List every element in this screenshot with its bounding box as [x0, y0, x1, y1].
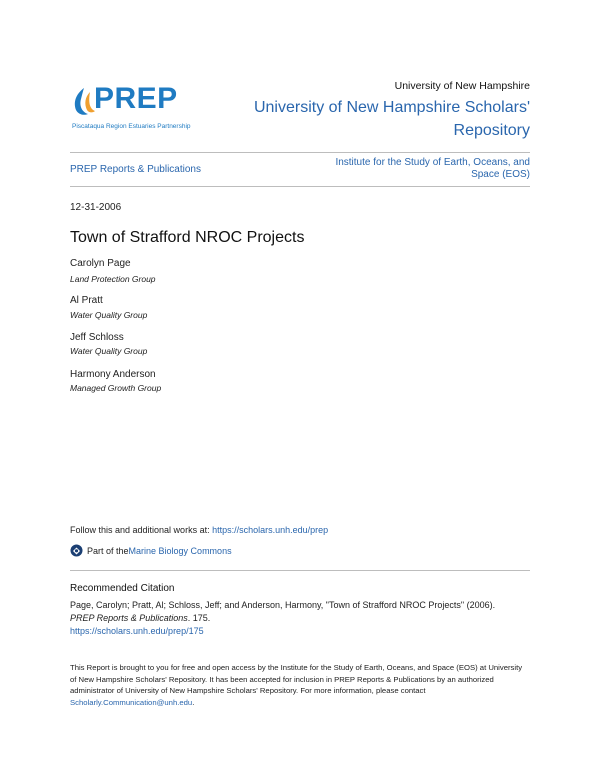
commons-link[interactable]: Marine Biology Commons	[128, 545, 232, 556]
notice-end: .	[192, 697, 195, 707]
divider-bottom	[70, 186, 530, 187]
follow-line	[70, 525, 328, 535]
logo-text: PREP	[94, 82, 178, 115]
citation-heading: Recommended Citation	[70, 583, 175, 594]
divider-top	[70, 152, 530, 153]
author-name: Harmony Anderson	[70, 369, 156, 380]
citation-text: Page, Carolyn; Pratt, Al; Schloss, Jeff; and Anderson, Harmony, "Town of Strafford NROC Projects" (2006).	[70, 600, 496, 610]
access-notice	[70, 662, 530, 708]
citation-series: PREP Reports & Publications	[70, 613, 188, 623]
citation-block	[70, 599, 530, 638]
author-affiliation: Managed Growth Group	[70, 383, 162, 393]
institute-line2[interactable]: Space (EOS)	[471, 169, 530, 180]
institute-line1[interactable]: Institute for the Study of Earth, Oceans, and	[335, 157, 530, 168]
prep-logo[interactable]	[70, 84, 210, 134]
repository-title-line2[interactable]: Repository	[453, 122, 530, 139]
follow-text: Follow this and additional works at:	[70, 525, 213, 535]
publication-date: 12-31-2006	[70, 202, 122, 213]
part-of-text: Part of the	[87, 545, 129, 556]
university-name: University of New Hampshire	[394, 80, 530, 92]
document-title: Town of Strafford NROC Projects	[70, 229, 305, 246]
divider-citation	[70, 570, 530, 571]
author-affiliation: Water Quality Group	[70, 346, 148, 356]
prep-wave-icon	[70, 86, 96, 116]
citation-number: . 175.	[187, 613, 211, 623]
citation-series-line	[70, 612, 530, 625]
repository-title[interactable]	[230, 96, 530, 142]
logo-subtitle: Piscataqua Region Estuaries Partnership	[72, 123, 191, 130]
follow-link[interactable]: https://scholars.unh.edu/prep	[212, 525, 329, 535]
author-name: Al Pratt	[70, 295, 103, 306]
institute-link[interactable]	[300, 157, 530, 181]
repository-title-line1[interactable]: University of New Hampshire Scholars'	[253, 99, 530, 116]
author-affiliation: Water Quality Group	[70, 310, 148, 320]
author-name: Carolyn Page	[70, 258, 131, 269]
series-link[interactable]: PREP Reports & Publications	[70, 164, 201, 175]
citation-link[interactable]: https://scholars.unh.edu/prep/175	[70, 626, 204, 636]
network-commons-icon	[70, 544, 83, 557]
part-of-line	[70, 544, 232, 557]
contact-email-link[interactable]: Scholarly.Communication@unh.edu	[70, 697, 193, 707]
notice-text: This Report is brought to you for free and open access by the Institute for the Study of Earth, Oceans, and Space (EOS) at University of New Hampshire Scholars' Repository. It has been accepted for inclusion in PREP Reports & Publications by an authorized administrator of University of New Hampshire Scholars' Repository. For more information, please contact	[70, 663, 523, 695]
author-affiliation: Land Protection Group	[70, 274, 156, 284]
author-name: Jeff Schloss	[70, 332, 124, 343]
